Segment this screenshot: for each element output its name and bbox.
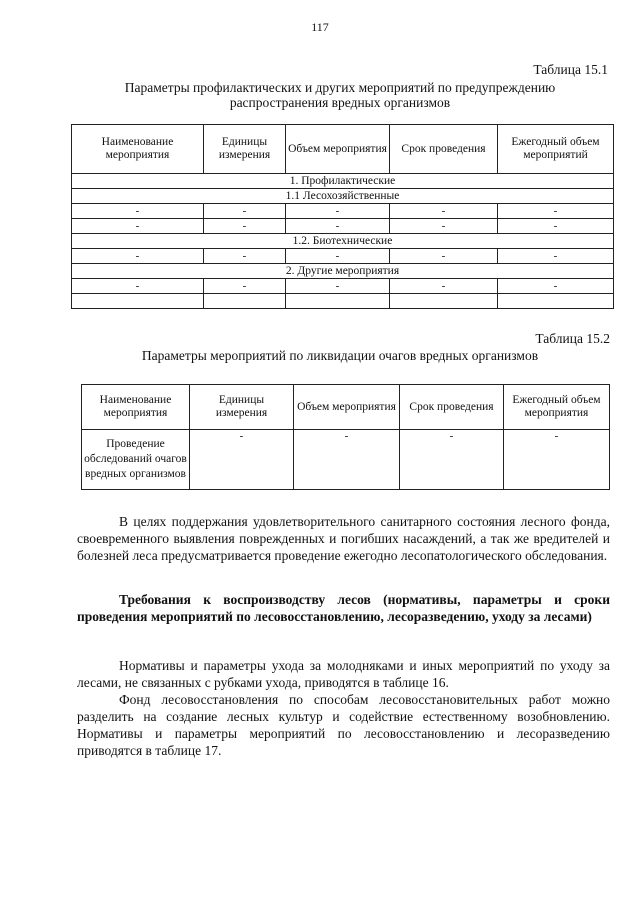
table-cell: - [286,279,390,294]
table-2-row-name: Проведение обследований очагов вредных организмов [82,430,190,490]
section-heading: Требования к воспроизводству лесов (нормативы, параметры и сроки проведения мероприятий по лесовосстановлению, лесоразведению, уходу за лесами) [77,592,610,624]
paragraph-sanitary: В целях поддержания удовлетворительного санитарного состояния лесного фонда, своевременного выявления поврежденных и погибших насаждений, а так же вредителей и болезней леса предусматривается проведение ежегодно лесопатологического обследования. [77,514,610,563]
table-row [72,219,614,234]
table-cell: - [72,219,204,234]
table-cell [286,294,390,309]
paragraph-reforestation: Фонд лесовосстановления по способам лесовосстановительных работ можно разделить на создание лесных культур и содействие естественному возобновлению. Нормативы и параметры мероприятий по лесовосстановлению и лесоразведению приводятся в таблице 17. [77,692,610,758]
table-1-section-forestry: 1.1 Лесохозяйственные [72,189,614,204]
table-row [72,204,614,219]
table-1-section-other: 2. Другие мероприятия [72,264,614,279]
table-2-header-annual: Ежегодный объем мероприятия [504,385,610,430]
table-1-label: Таблица 15.1 [533,62,608,77]
table-15-1 [71,124,614,309]
table-1-section-biotech: 1.2. Биотехнические [72,234,614,249]
table-cell: - [390,204,498,219]
table-1-header-row [72,125,614,174]
table-cell [72,294,204,309]
table-cell: - [286,219,390,234]
table-1-section-prophylactic: 1. Профилактические [72,174,614,189]
table-cell: - [390,219,498,234]
table-row [82,430,610,490]
table-cell [204,294,286,309]
table-cell [390,294,498,309]
table-row [72,174,614,189]
table-cell: - [204,279,286,294]
table-cell: - [498,249,614,264]
table-cell: - [504,430,610,490]
table-1-caption [60,80,620,110]
table-cell: - [390,249,498,264]
table-cell: - [190,430,294,490]
table-cell: - [204,204,286,219]
table-row [72,189,614,204]
table-2-header-row [82,385,610,430]
table-row [72,279,614,294]
page-number: 117 [311,20,329,34]
table-row [72,294,614,309]
table-cell: - [204,249,286,264]
table-cell: - [72,204,204,219]
table-15-2 [81,384,610,490]
table-2-header-volume: Объем мероприятия [294,385,400,430]
table-2-caption: Параметры мероприятий по ликвидации очагов вредных организмов [141,348,539,363]
table-row [72,264,614,279]
paragraph-care-norms: Нормативы и параметры ухода за молодняками и иных мероприятий по уходу за лесами, не связанных с рубками ухода, приводятся в таблице 16. [77,658,610,690]
table-1-header-units: Единицы измерения [204,125,286,174]
table-cell: - [498,279,614,294]
table-1-header-term: Срок проведения [390,125,498,174]
table-1-caption-line-2: распространения вредных организмов [229,95,451,110]
table-cell [498,294,614,309]
table-cell: - [498,204,614,219]
table-2-header-term: Срок проведения [400,385,504,430]
table-cell: - [294,430,400,490]
table-cell: - [400,430,504,490]
table-cell: - [498,219,614,234]
table-1-header-name: Наименование мероприятия [72,125,204,174]
table-row [72,234,614,249]
table-cell: - [286,204,390,219]
table-2-header-units: Единицы измерения [190,385,294,430]
table-2-header-name: Наименование мероприятия [82,385,190,430]
table-cell: - [72,279,204,294]
table-cell: - [286,249,390,264]
table-cell: - [72,249,204,264]
table-cell: - [204,219,286,234]
table-row [72,249,614,264]
table-1-header-annual: Ежегодный объем мероприятий [498,125,614,174]
table-cell: - [390,279,498,294]
table-1-caption-line-1: Параметры профилактических и других мероприятий по предупреждению [124,80,556,95]
table-1-header-volume: Объем мероприятия [286,125,390,174]
table-2-label: Таблица 15.2 [535,331,610,346]
